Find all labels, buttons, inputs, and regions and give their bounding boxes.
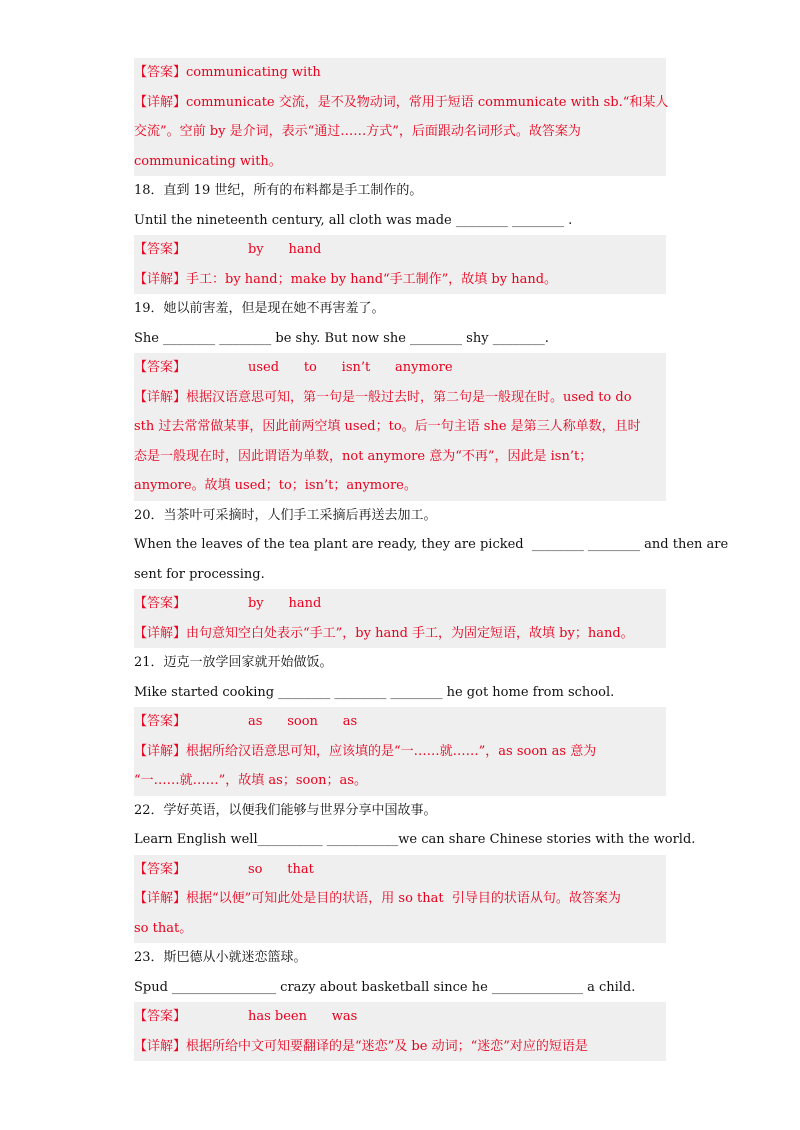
answer-line: 【答案】 has been was — [134, 1009, 358, 1024]
answer-block — [134, 235, 666, 294]
answer-line: “一……就……”，故填 as；soon；as。 — [134, 773, 367, 788]
answer-line: 交流”。空前 by 是介词，表示“通过……方式”，后面跟动名词形式。故答案为 — [134, 124, 581, 139]
question-block — [134, 943, 666, 1002]
question-line: 23．斯巴德从小就迷恋篮球。 — [134, 950, 307, 965]
answer-block — [134, 855, 666, 944]
page-content — [134, 58, 729, 1061]
answer-line: sth 过去常常做某事，因此前两空填 used；to。后一句主语 she 是第三人称单数，且时 — [134, 419, 641, 434]
answer-line: communicating with。 — [134, 153, 282, 169]
answer-line: 【答案】 so that — [134, 861, 314, 877]
answer-line: 【详解】communicate 交流，是不及物动词，常用于短语 communicate with sb.“和某人 — [134, 94, 669, 110]
answer-line: 【详解】根据所给汉语意思可知，应该填的是“一……就……”，as soon as 意为 — [134, 743, 597, 759]
question-block — [134, 294, 666, 353]
answer-block — [134, 353, 666, 501]
question-line: Spud ________________ crazy about basketball since he ______________ a child. — [134, 979, 636, 995]
answer-line: 【答案】 used to isn’t anymore — [134, 360, 453, 375]
question-line: 21．迈克一放学回家就开始做饭。 — [134, 655, 333, 670]
answer-block — [134, 589, 666, 648]
question-line: Until the nineteenth century, all cloth was made ________ ________ . — [134, 212, 573, 228]
question-line: 18．直到 19 世纪，所有的布料都是手工制作的。 — [134, 183, 423, 198]
question-block — [134, 796, 696, 855]
question-line: She ________ ________ be shy. But now she ________ shy ________. — [134, 330, 549, 346]
answer-block — [134, 707, 666, 796]
question-line: Learn English well__________ ___________we can share Chinese stories with the world. — [134, 832, 696, 847]
answer-line: 【答案】 by hand — [134, 596, 322, 611]
answer-line: 【详解】手工：by hand；make by hand“手工制作”，故填 by hand。 — [134, 271, 558, 287]
answer-line: so that。 — [134, 920, 193, 936]
answer-line: 【详解】根据所给中文可知要翻译的是“迷恋”及 be 动词；“迷恋”对应的短语是 — [134, 1038, 588, 1054]
question-line: When the leaves of the tea plant are ready, they are picked ________ ________ and then are — [134, 537, 729, 552]
answer-line: 【答案】communicating with — [134, 65, 321, 80]
question-line: 22．学好英语，以便我们能够与世界分享中国故事。 — [134, 802, 437, 818]
answer-block — [134, 58, 669, 176]
answer-line: 【答案】 by hand — [134, 242, 322, 257]
answer-line: 【答案】 as soon as — [134, 714, 358, 729]
question-line: 20．当茶叶可采摘时，人们手工采摘后再送去加工。 — [134, 507, 437, 523]
answer-line: 态是一般现在时，因此谓语为单数，not anymore 意为“不再”，因此是 isn’t； — [134, 448, 593, 464]
question-block — [134, 501, 729, 590]
answer-line: 【详解】根据汉语意思可知，第一句是一般过去时，第二句是一般现在时。used to do — [134, 389, 632, 405]
answer-block — [134, 1002, 666, 1061]
question-line: Mike started cooking ________ ________ ________ he got home from school. — [134, 684, 615, 700]
question-block — [134, 176, 666, 235]
question-line: 19．她以前害羞，但是现在她不再害羞了。 — [134, 301, 385, 316]
question-line: sent for processing. — [134, 566, 265, 582]
question-block — [134, 648, 666, 707]
answer-line: anymore。故填 used；to；isn’t；anymore。 — [134, 478, 417, 493]
answer-line: 【详解】根据“以便”可知此处是目的状语，用 so that 引导目的状语从句。故答案为 — [134, 891, 621, 906]
answer-line: 【详解】由句意知空白处表示“手工”，by hand 手工，为固定短语，故填 by；hand。 — [134, 625, 634, 641]
